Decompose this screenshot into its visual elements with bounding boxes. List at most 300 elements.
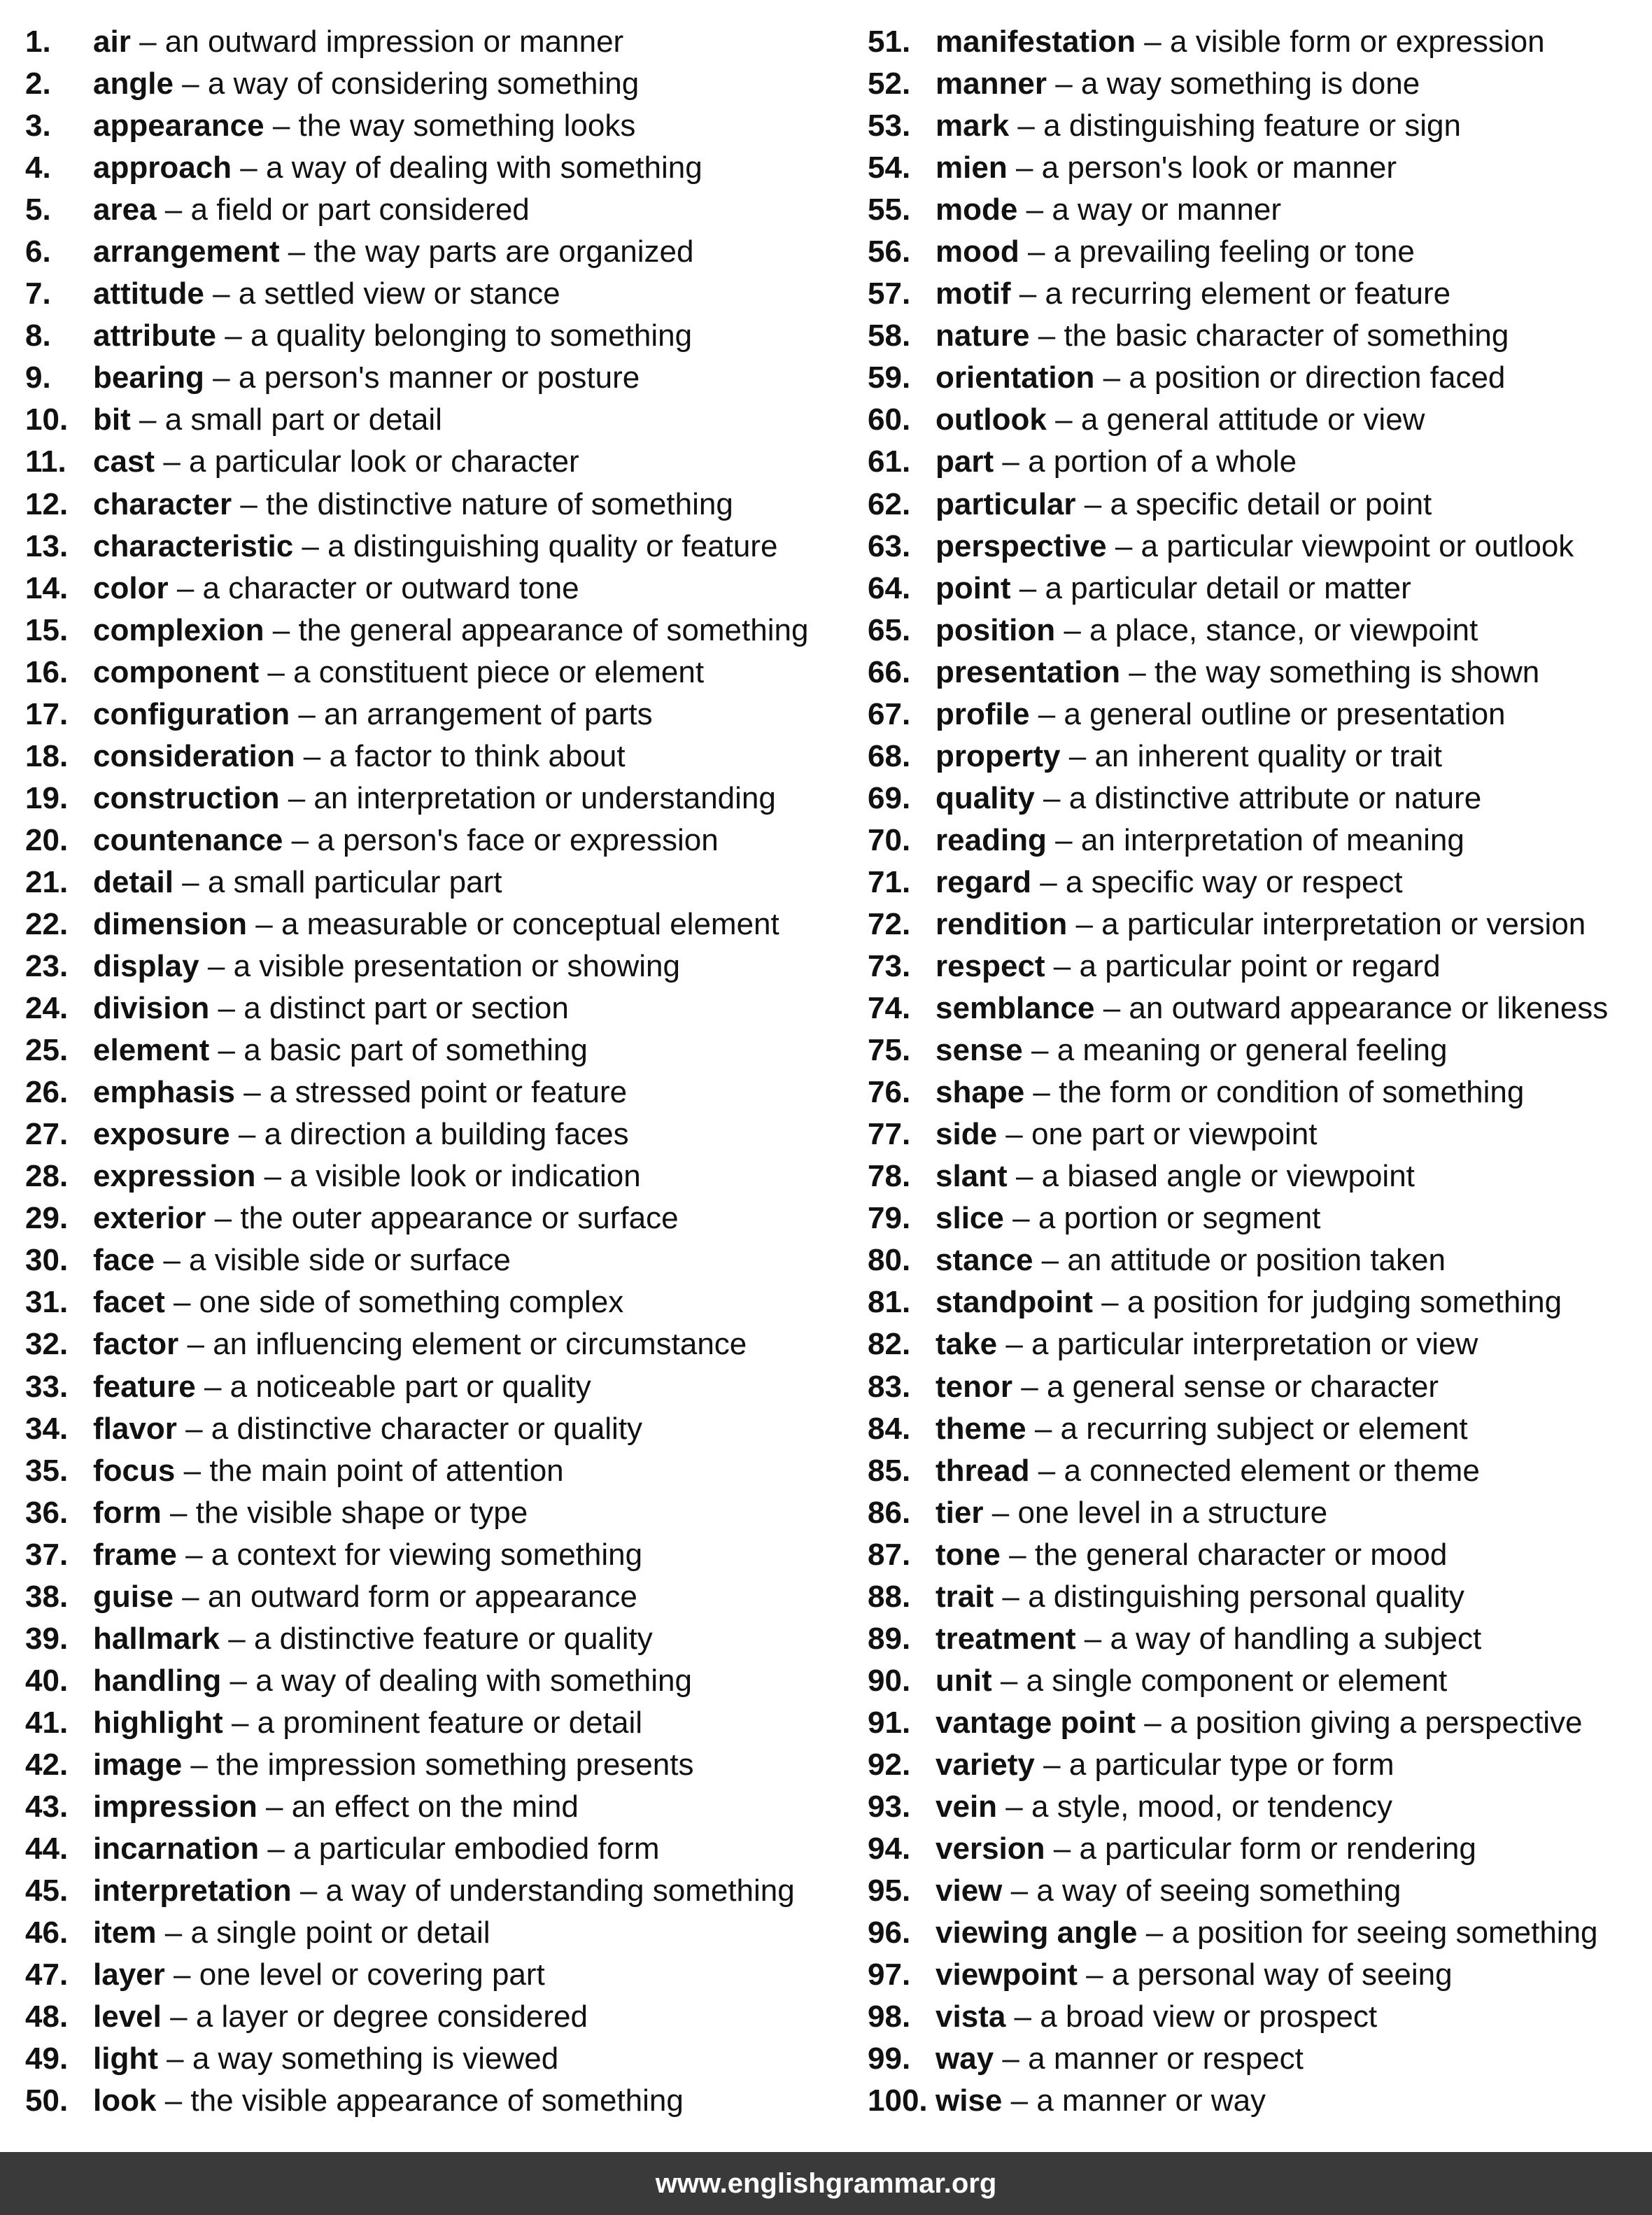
item-separator: – [1055, 402, 1073, 437]
list-item [25, 1366, 858, 1408]
item-term: view [936, 1873, 1003, 1908]
item-text [93, 1660, 692, 1702]
item-definition: a broad view or prospect [1040, 1999, 1378, 2034]
item-term: form [93, 1495, 162, 1530]
item-separator: – [1000, 1663, 1018, 1698]
item-number: 84. [868, 1411, 911, 1446]
item-number: 54. [868, 150, 911, 185]
item-definition: an arrangement of parts [324, 696, 653, 731]
item-text [93, 1534, 642, 1576]
item-separator: – [1084, 1621, 1102, 1656]
item-separator: – [240, 150, 257, 185]
item-term: display [93, 949, 199, 984]
item-definition: a biased angle or viewpoint [1041, 1159, 1415, 1194]
item-term: factor [93, 1327, 179, 1362]
item-separator: – [1038, 1453, 1056, 1488]
item-definition: a distinguishing personal quality [1028, 1579, 1464, 1614]
item-text [936, 147, 1397, 189]
item-definition: a portion of a whole [1028, 444, 1297, 479]
item-separator: – [139, 24, 157, 59]
item-separator: – [1038, 318, 1056, 353]
item-text [936, 1702, 1582, 1744]
list-item [868, 1071, 1652, 1113]
item-definition: a recurring element or feature [1045, 276, 1451, 311]
list-item [868, 1912, 1652, 1954]
list-item [25, 1197, 858, 1239]
item-text [936, 1492, 1327, 1534]
list-item [868, 1113, 1652, 1155]
item-number: 50. [25, 2083, 69, 2118]
item-definition: a visible look or indication [290, 1159, 641, 1194]
item-text [93, 1828, 659, 1870]
item-definition: a character or outward tone [202, 570, 579, 605]
item-definition: a position for seeing something [1171, 1915, 1598, 1950]
item-separator: – [288, 780, 306, 815]
item-number: 61. [868, 444, 911, 479]
item-number: 49. [25, 2041, 69, 2076]
item-definition: an outward form or appearance [207, 1579, 637, 1614]
item-definition: a settled view or stance [238, 276, 560, 311]
list-item [868, 778, 1652, 820]
item-separator: – [167, 2041, 184, 2076]
list-item [25, 945, 858, 987]
list-item [868, 1323, 1652, 1365]
item-separator: – [182, 864, 199, 899]
item-number: 32. [25, 1327, 69, 1362]
item-definition: the outer appearance or surface [240, 1201, 679, 1236]
item-separator: – [1015, 1159, 1033, 1194]
item-text [936, 903, 1586, 945]
item-separator: – [1144, 24, 1162, 59]
list-item [25, 1576, 858, 1618]
item-separator: – [1101, 1285, 1119, 1320]
item-text [93, 694, 653, 736]
item-text [936, 945, 1441, 987]
list-item [868, 1576, 1652, 1618]
list-item [868, 1534, 1652, 1576]
item-separator: – [288, 234, 306, 269]
item-definition: the basic character of something [1064, 318, 1509, 353]
item-term: respect [936, 949, 1045, 984]
item-number: 57. [868, 276, 911, 311]
list-item [868, 694, 1652, 736]
item-term: slant [936, 1159, 1008, 1194]
list-item [868, 484, 1652, 526]
item-number: 96. [868, 1915, 911, 1950]
list-item [25, 105, 858, 147]
item-number: 15. [25, 612, 69, 647]
item-text [936, 736, 1442, 778]
item-definition: the main point of attention [209, 1453, 564, 1488]
item-term: manifestation [936, 24, 1136, 59]
item-text [93, 399, 442, 441]
item-number: 53. [868, 108, 911, 143]
item-separator: – [1014, 1999, 1032, 2034]
item-term: variety [936, 1747, 1035, 1782]
item-number: 93. [868, 1789, 911, 1824]
item-text [936, 484, 1432, 526]
item-text [93, 273, 560, 315]
item-number: 64. [868, 570, 911, 605]
list-item [868, 357, 1652, 399]
list-item [868, 2038, 1652, 2080]
item-text [936, 1786, 1392, 1828]
item-separator: – [303, 738, 321, 773]
item-definition: one part or viewpoint [1031, 1117, 1318, 1152]
item-separator: – [1040, 864, 1057, 899]
item-definition: a general attitude or view [1080, 402, 1425, 437]
item-term: incarnation [93, 1831, 260, 1866]
item-text [93, 1786, 579, 1828]
item-definition: a distinctive attribute or nature [1068, 780, 1482, 815]
item-definition: a distinguishing quality or feature [327, 528, 778, 563]
item-text [93, 189, 530, 231]
item-definition: a place, stance, or viewpoint [1089, 612, 1478, 647]
item-definition: a way of understanding something [325, 1873, 795, 1908]
list-item [868, 1786, 1652, 1828]
list-item [25, 231, 858, 273]
item-text [936, 2038, 1304, 2080]
item-text [936, 21, 1545, 63]
item-separator: – [183, 1453, 202, 1488]
item-term: vantage point [936, 1705, 1136, 1740]
item-number: 63. [868, 528, 911, 563]
item-term: version [936, 1831, 1045, 1866]
item-separator: – [1017, 108, 1035, 143]
item-definition: a distinctive character or quality [211, 1411, 643, 1446]
item-text [93, 778, 776, 820]
item-definition: an inherent quality or trait [1094, 738, 1442, 773]
item-term: viewing angle [936, 1915, 1138, 1950]
item-number: 85. [868, 1453, 911, 1488]
list-item [25, 273, 858, 315]
item-number: 55. [868, 192, 911, 227]
item-term: hallmark [93, 1621, 220, 1656]
item-definition: a particular embodied form [293, 1831, 660, 1866]
list-item [868, 147, 1652, 189]
list-item [868, 568, 1652, 610]
item-number: 100. [868, 2083, 928, 2118]
item-text [93, 1744, 693, 1786]
item-separator: – [1002, 2041, 1019, 2076]
item-separator: – [1115, 528, 1133, 563]
item-text [93, 987, 569, 1029]
item-term: position [936, 612, 1056, 647]
item-definition: a way something is done [1080, 66, 1420, 101]
item-definition: a way of dealing with something [255, 1663, 692, 1698]
list-item [25, 2038, 858, 2080]
item-number: 9. [25, 360, 51, 395]
item-number: 41. [25, 1705, 69, 1740]
item-definition: a person's look or manner [1041, 150, 1397, 185]
item-text [93, 1197, 679, 1239]
item-number: 65. [868, 612, 911, 647]
item-separator: – [185, 1537, 203, 1572]
item-text [93, 526, 777, 568]
item-number: 74. [868, 991, 911, 1026]
item-text [93, 652, 704, 694]
list-item [868, 273, 1652, 315]
item-definition: a field or part considered [190, 192, 530, 227]
list-item [868, 441, 1652, 483]
item-text [936, 568, 1411, 610]
item-separator: – [1145, 1915, 1164, 1950]
item-number: 30. [25, 1243, 69, 1278]
item-text [936, 1408, 1468, 1450]
item-definition: a specific way or respect [1065, 864, 1403, 899]
list-item [868, 1450, 1652, 1492]
item-definition: a context for viewing something [211, 1537, 643, 1572]
item-separator: – [228, 1621, 246, 1656]
word-list [0, 21, 1652, 2128]
item-text [936, 1744, 1394, 1786]
item-term: semblance [936, 991, 1095, 1026]
list-item [25, 1870, 858, 1912]
item-number: 98. [868, 1999, 911, 2034]
list-item [25, 147, 858, 189]
list-item [868, 1744, 1652, 1786]
item-separator: – [1038, 696, 1056, 731]
item-term: bearing [93, 360, 204, 395]
item-definition: the way something looks [298, 108, 636, 143]
item-number: 99. [868, 2041, 911, 2076]
item-separator: – [299, 1873, 318, 1908]
item-term: nature [936, 318, 1030, 353]
item-text [936, 1197, 1320, 1239]
item-term: handling [93, 1663, 222, 1698]
item-definition: a distinct part or section [243, 991, 569, 1026]
item-text [936, 652, 1539, 694]
item-term: bit [93, 402, 131, 437]
item-text [93, 568, 579, 610]
item-separator: – [1144, 1705, 1162, 1740]
item-separator: – [174, 1957, 191, 1992]
list-item [868, 1281, 1652, 1323]
item-definition: a way of seeing something [1036, 1873, 1402, 1908]
item-definition: a prominent feature or detail [257, 1705, 642, 1740]
item-separator: – [1031, 1033, 1049, 1068]
item-number: 97. [868, 1957, 911, 1992]
item-separator: – [1005, 1117, 1023, 1152]
list-item [868, 105, 1652, 147]
list-item [868, 1492, 1652, 1534]
item-text [93, 610, 808, 652]
list-item [868, 820, 1652, 862]
item-definition: a layer or degree considered [195, 1999, 588, 2034]
list-item [25, 1071, 858, 1113]
item-definition: a direction a building faces [264, 1117, 629, 1152]
item-text [936, 1323, 1478, 1365]
item-separator: – [1026, 192, 1044, 227]
item-number: 76. [868, 1075, 911, 1110]
item-separator: – [1064, 612, 1081, 647]
item-definition: an interpretation of meaning [1080, 822, 1464, 857]
word-list-column-left [25, 21, 858, 2122]
item-term: area [93, 192, 157, 227]
list-item [868, 1197, 1652, 1239]
item-definition: a single point or detail [190, 1915, 490, 1950]
list-item [868, 1155, 1652, 1197]
item-text [93, 736, 626, 778]
item-term: configuration [93, 696, 290, 731]
list-item [868, 610, 1652, 652]
item-separator: – [267, 1831, 285, 1866]
item-term: manner [936, 66, 1047, 101]
item-term: reading [936, 822, 1047, 857]
item-text [93, 21, 623, 63]
item-term: rendition [936, 906, 1068, 941]
item-term: slice [936, 1201, 1004, 1236]
item-definition: a particular point or regard [1079, 949, 1441, 984]
item-separator: – [302, 528, 319, 563]
list-item [25, 189, 858, 231]
item-separator: – [139, 402, 157, 437]
item-definition: the impression something presents [216, 1747, 694, 1782]
word-list-column-right [868, 21, 1652, 2122]
item-term: complexion [93, 612, 264, 647]
list-item [25, 1954, 858, 1996]
item-text [93, 1996, 588, 2038]
item-number: 40. [25, 1663, 69, 1698]
item-term: vein [936, 1789, 998, 1824]
item-number: 34. [25, 1411, 69, 1446]
list-item [868, 2080, 1652, 2122]
item-text [936, 778, 1481, 820]
item-text [93, 105, 635, 147]
item-definition: the way parts are organized [313, 234, 694, 269]
item-text [93, 820, 719, 862]
item-separator: – [1053, 949, 1071, 984]
item-number: 11. [25, 444, 66, 479]
item-definition: a particular interpretation or view [1031, 1327, 1478, 1362]
item-definition: a way of considering something [207, 66, 640, 101]
item-number: 95. [868, 1873, 911, 1908]
item-separator: – [164, 2083, 183, 2118]
item-number: 58. [868, 318, 911, 353]
item-text [936, 1366, 1439, 1408]
item-separator: – [267, 654, 285, 689]
item-definition: a quality belonging to something [250, 318, 693, 353]
item-definition: a personal way of seeing [1111, 1957, 1453, 1992]
item-text [936, 1996, 1377, 2038]
item-number: 38. [25, 1579, 69, 1614]
item-separator: – [1005, 1789, 1023, 1824]
item-text [93, 2038, 558, 2080]
item-number: 19. [25, 780, 69, 815]
list-item [868, 315, 1652, 357]
item-number: 5. [25, 192, 51, 227]
item-term: air [93, 24, 131, 59]
item-text [936, 1870, 1401, 1912]
item-number: 59. [868, 360, 911, 395]
item-separator: – [255, 906, 273, 941]
item-number: 24. [25, 991, 69, 1026]
item-definition: one side of something complex [199, 1285, 624, 1320]
list-item [25, 1786, 858, 1828]
list-item [868, 903, 1652, 945]
item-separator: – [207, 949, 225, 984]
item-separator: – [1034, 1411, 1052, 1446]
item-text [936, 987, 1608, 1029]
item-separator: – [214, 1201, 232, 1236]
item-term: trait [936, 1579, 994, 1614]
item-term: character [93, 486, 232, 521]
item-term: sense [936, 1033, 1023, 1068]
item-term: expression [93, 1159, 256, 1194]
item-term: consideration [93, 738, 295, 773]
item-separator: – [173, 1285, 191, 1320]
item-term: attitude [93, 276, 204, 311]
item-term: interpretation [93, 1873, 292, 1908]
item-number: 23. [25, 949, 69, 984]
item-text [93, 1281, 623, 1323]
item-text [936, 862, 1403, 903]
item-separator: – [1019, 570, 1037, 605]
item-term: angle [93, 66, 174, 101]
list-item [25, 568, 858, 610]
item-definition: a way or manner [1052, 192, 1282, 227]
item-separator: – [1055, 66, 1073, 101]
item-text [936, 357, 1505, 399]
item-number: 69. [868, 780, 911, 815]
item-separator: – [218, 991, 235, 1026]
item-number: 2. [25, 66, 51, 101]
item-separator: – [1002, 1579, 1019, 1614]
item-text [936, 2080, 1266, 2122]
item-text [93, 1702, 642, 1744]
item-text [936, 1576, 1464, 1618]
list-item [25, 610, 858, 652]
list-item [868, 63, 1652, 105]
item-separator: – [272, 108, 290, 143]
item-term: motif [936, 276, 1011, 311]
item-separator: – [182, 1579, 199, 1614]
item-definition: the general character or mood [1034, 1537, 1448, 1572]
item-separator: – [1075, 906, 1093, 941]
item-term: tier [936, 1495, 984, 1530]
item-term: detail [93, 864, 174, 899]
item-separator: – [185, 1411, 203, 1446]
item-number: 3. [25, 108, 51, 143]
item-term: thread [936, 1453, 1030, 1488]
item-text [93, 1029, 588, 1071]
list-item [868, 736, 1652, 778]
list-item [25, 903, 858, 945]
item-separator: – [204, 1369, 222, 1404]
item-number: 33. [25, 1369, 69, 1404]
item-text [93, 1870, 795, 1912]
item-separator: – [272, 612, 290, 647]
item-definition: a particular viewpoint or outlook [1141, 528, 1574, 563]
item-number: 92. [868, 1747, 911, 1782]
item-text [936, 1155, 1415, 1197]
item-definition: an influencing element or circumstance [213, 1327, 747, 1362]
item-separator: – [1055, 822, 1073, 857]
item-separator: – [1033, 1075, 1050, 1110]
item-term: stance [936, 1243, 1033, 1278]
item-definition: a general sense or character [1046, 1369, 1439, 1404]
list-item [25, 21, 858, 63]
item-number: 44. [25, 1831, 69, 1866]
item-number: 25. [25, 1033, 69, 1068]
footer-url: www.englishgrammar.org [655, 2167, 997, 2199]
list-item [868, 1408, 1652, 1450]
item-term: perspective [936, 528, 1107, 563]
item-text [93, 1450, 564, 1492]
list-item [25, 526, 858, 568]
item-separator: – [1015, 150, 1033, 185]
item-term: countenance [93, 822, 283, 857]
